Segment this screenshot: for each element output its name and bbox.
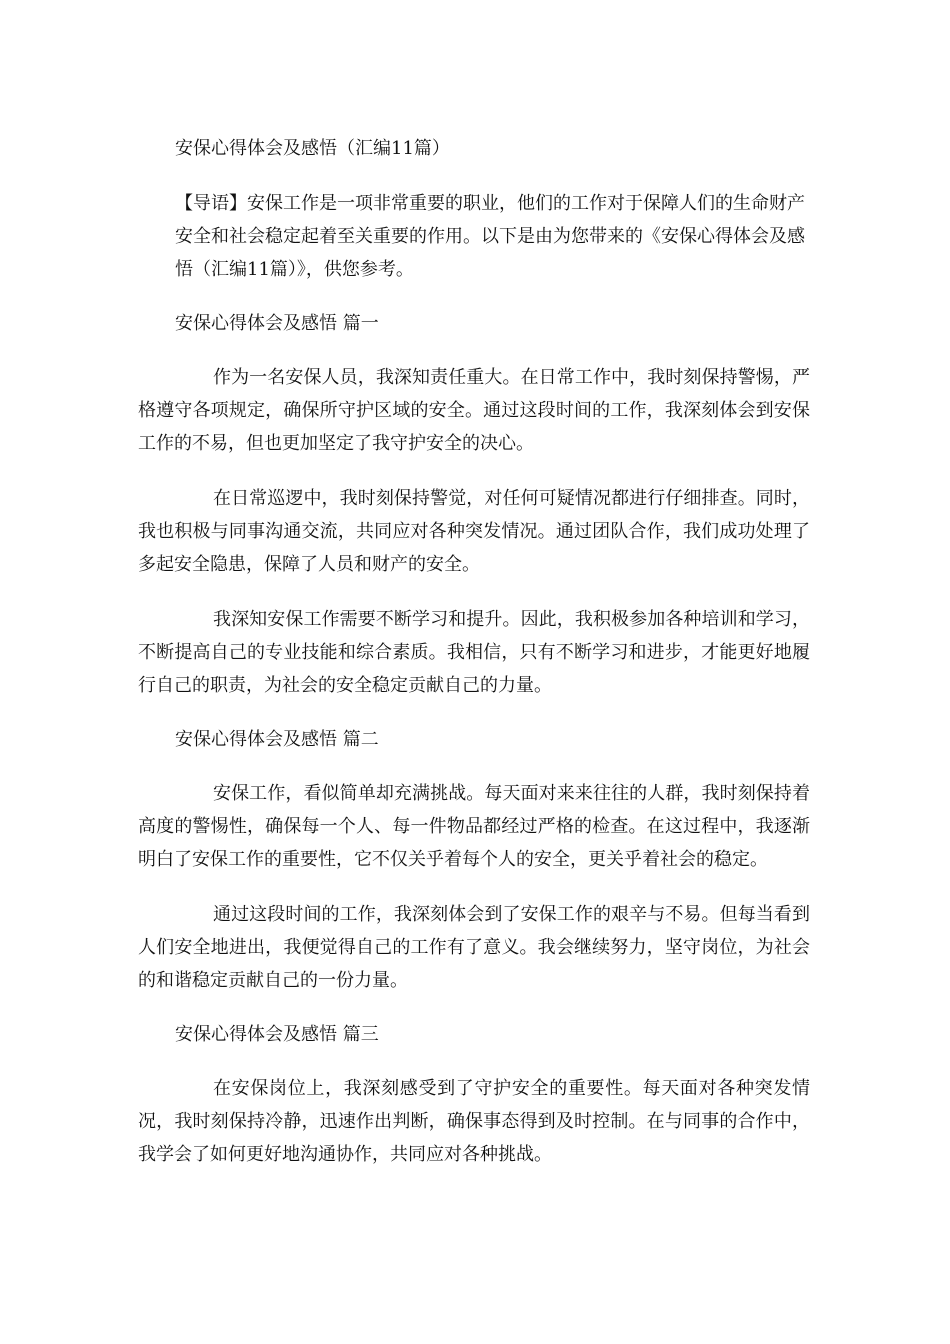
document-title: 安保心得体会及感悟（汇编11篇） [175, 138, 450, 159]
section-heading-1: 安保心得体会及感悟 篇一 [175, 313, 379, 334]
section-1-paragraph-3: 我深知安保工作需要不断学习和提升。因此，我积极参加各种培训和学习，不断提高自己的专业技能和综合素质。我相信，只有不断学习和进步，才能更好地履行自己的职责，为社会的安全稳定贡献自己的力量。 [138, 609, 810, 696]
section-2-paragraph-2: 通过这段时间的工作，我深刻体会到了安保工作的艰辛与不易。但每当看到人们安全地进出，我便觉得自己的工作有了意义。我会继续努力，坚守岗位，为社会的和谐稳定贡献自己的一份力量。 [138, 904, 810, 991]
section-heading-2: 安保心得体会及感悟 篇二 [175, 729, 379, 750]
section-heading-3: 安保心得体会及感悟 篇三 [175, 1024, 379, 1045]
intro-paragraph: 【导语】安保工作是一项非常重要的职业，他们的工作对于保障人们的生命财产安全和社会稳定起着至关重要的作用。以下是由为您带来的《安保心得体会及感悟（汇编11篇）》，供您参考。 [175, 193, 805, 280]
section-3-paragraph-1: 在安保岗位上，我深刻感受到了守护安全的重要性。每天面对各种突发情况，我时刻保持冷静，迅速作出判断，确保事态得到及时控制。在与同事的合作中，我学会了如何更好地沟通协作，共同应对各种挑战。 [138, 1078, 810, 1165]
section-1-paragraph-1: 作为一名安保人员，我深知责任重大。在日常工作中，我时刻保持警惕，严格遵守各项规定，确保所守护区域的安全。通过这段时间的工作，我深刻体会到安保工作的不易，但也更加坚定了我守护安全的决心。 [138, 367, 810, 454]
section-1-paragraph-2: 在日常巡逻中，我时刻保持警觉，对任何可疑情况都进行仔细排查。同时，我也积极与同事沟通交流，共同应对各种突发情况。通过团队合作，我们成功处理了多起安全隐患，保障了人员和财产的安全。 [138, 488, 810, 575]
section-2-paragraph-1: 安保工作，看似简单却充满挑战。每天面对来来往往的人群，我时刻保持着高度的警惕性，确保每一个人、每一件物品都经过严格的检查。在这过程中，我逐渐明白了安保工作的重要性，它不仅关乎着每个人的安全，更关乎着社会的稳定。 [138, 783, 810, 870]
document-body [138, 133, 810, 1193]
